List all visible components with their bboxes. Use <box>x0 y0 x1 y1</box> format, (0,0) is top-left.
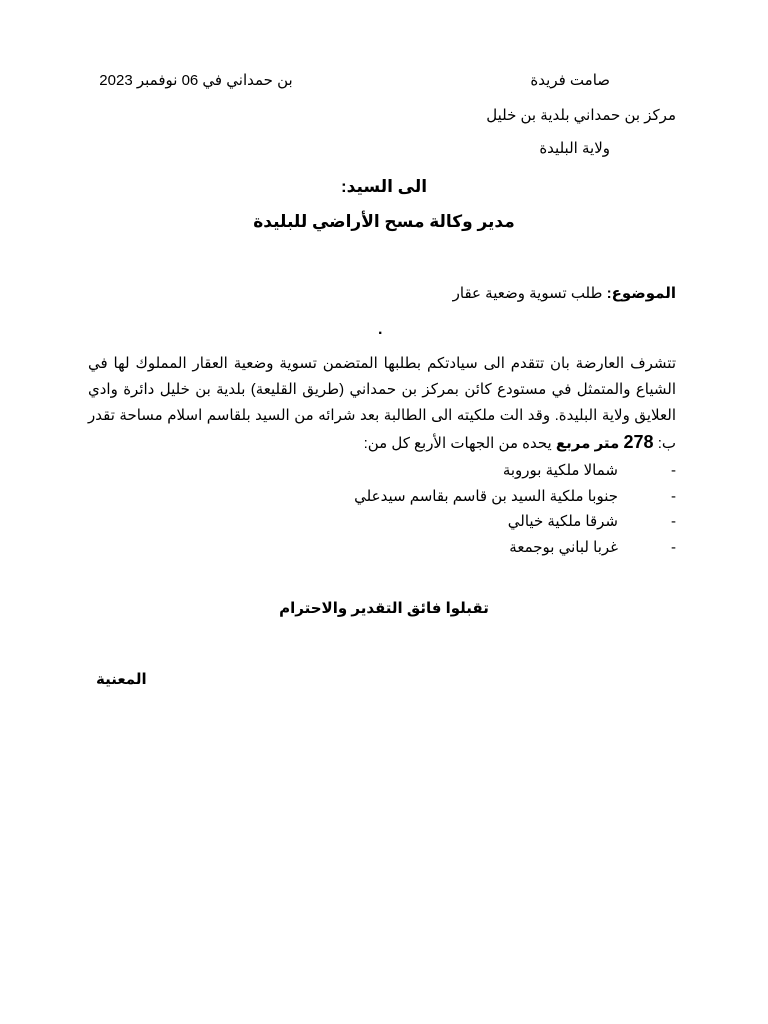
subject-label: الموضوع: <box>606 285 676 302</box>
boundary-north <box>354 458 676 484</box>
list-dash: - <box>671 538 676 556</box>
recipient-title: مدير وكالة مسح الأراضي للبليدة <box>253 212 515 231</box>
closing-line: تقبلوا فائق التقدير والاحترام <box>279 600 489 617</box>
area-value <box>555 432 654 452</box>
recipient-prefix: الى السيد: <box>340 177 428 196</box>
boundary-south <box>354 484 676 510</box>
boundary-text: شمالا ملكية بوروبة <box>502 462 618 479</box>
body-text-before-area: تتشرف العارضة بان تتقدم الى سيادتكم بطلبها المتضمن تسوية وضعية العقار المملوك لها في الشياع والمتمثل في مستودع كائن بمركز بن حمداني (طريق القليعة) بلدية بن خليل دائرة وادي العلايق ولاية البليدة. وقد الت ملكيته الى الطالبة بعد شرائه من السيد بلقاسم اسلام مساحة تقدر ب: <box>88 355 676 452</box>
area-number: 278 <box>623 432 654 452</box>
boundaries-list <box>354 458 676 560</box>
place-and-date: بن حمداني في 06 نوفمبر 2023 <box>99 72 293 89</box>
list-dash: - <box>671 462 676 479</box>
sender-name: صامت فريدة <box>530 72 610 89</box>
sender-address-line-1: مركز بن حمداني بلدية بن خليل <box>486 107 676 124</box>
body-text-after-area: يحده من الجهات الأربع كل من: <box>363 435 552 452</box>
separator-dot: . <box>378 321 383 338</box>
subject-text: طلب تسوية وضعية عقار <box>452 285 603 302</box>
list-dash: - <box>671 487 676 505</box>
boundary-text: شرقا ملكية خيالي <box>507 513 618 530</box>
area-unit: متر مربع <box>555 435 620 452</box>
sender-address-line-2: ولاية البليدة <box>539 140 610 157</box>
signature-label: المعنية <box>96 671 147 688</box>
boundary-text: جنوبا ملكية السيد بن قاسم بقاسم سيدعلي <box>354 487 618 505</box>
boundary-text: غربا لباني بوجمعة <box>509 538 618 556</box>
boundary-west <box>354 535 676 561</box>
subject-line <box>453 285 676 303</box>
list-dash: - <box>671 513 676 530</box>
boundary-east <box>354 509 676 535</box>
body-paragraph <box>88 351 676 457</box>
